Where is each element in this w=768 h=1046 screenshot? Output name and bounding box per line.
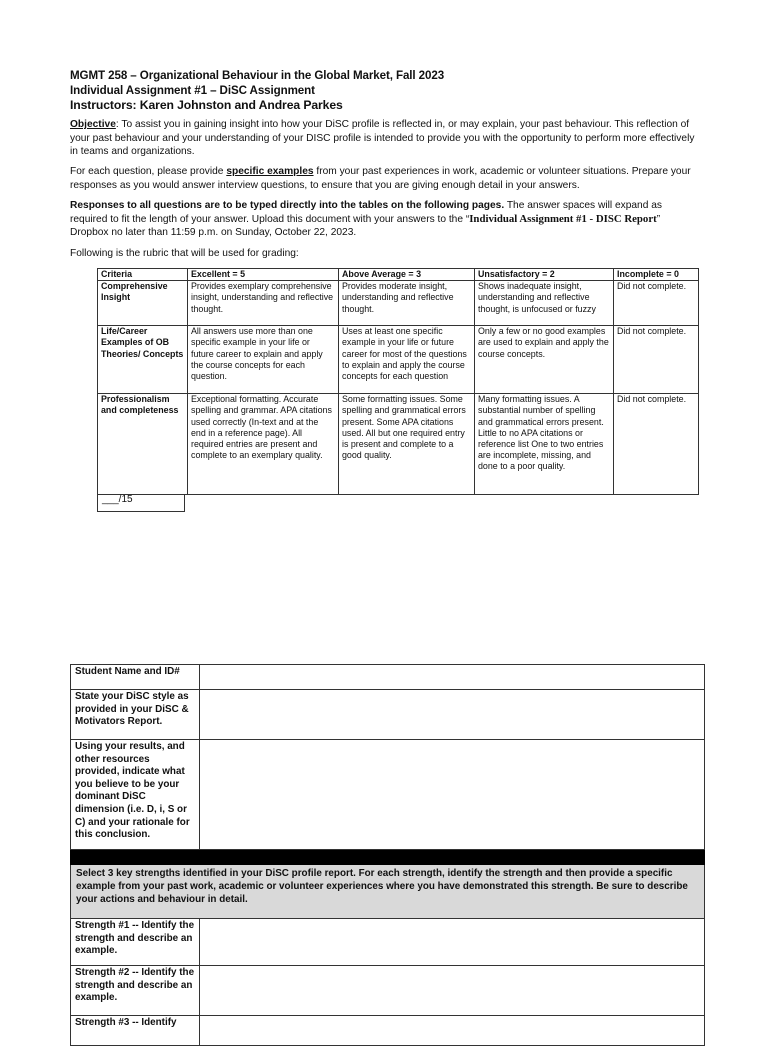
rubric-cell: Some formatting issues. Some spelling and grammatical errors present. Some APA citations used. All but one required entry is present and complete to a good quality. [339, 394, 475, 495]
assignment-form-table [70, 664, 705, 1046]
objective-paragraph [70, 118, 700, 159]
table-row [71, 1016, 705, 1046]
responses-mid: The answer spaces will expand as required to fit the length of your answer. Upload this document with your answers to the “ [70, 200, 662, 225]
table-row [71, 865, 705, 919]
table-row [71, 690, 705, 740]
responses-paragraph [70, 199, 700, 240]
section-divider [71, 850, 705, 865]
strength-1-label: Strength #1 -- Identify the strength and describe an example. [71, 919, 200, 966]
objective-text: : To assist you in gaining insight into how your DiSC profile is reflected in, or may explain, your past behaviour. This reflection of your past behaviour and your understanding of your DISC profile is intended to provide you with the opportunity to perform more effectively in teams and organizations. [70, 119, 695, 157]
strength-2-input[interactable] [200, 966, 705, 1016]
rubric-criteria: Professionalism and completeness [98, 394, 188, 495]
objective-label: Objective [70, 119, 116, 130]
rubric-header-unsatisfactory: Unsatisfactory = 2 [475, 269, 614, 281]
responses-post: ” Dropbox no later than 11:59 p.m. on Sunday, October 22, 2023. [70, 213, 661, 238]
examples-pre: For each question, please provide [70, 166, 227, 177]
specific-examples-emphasis: specific examples [226, 166, 314, 177]
black-divider-bar [71, 850, 705, 865]
responses-bold: Responses to all questions are to be typed directly into the tables on the following pages. [70, 200, 505, 211]
rubric-cell: Exceptional formatting. Accurate spelling and grammar. APA citations used correctly (In-text and at the end in a reference page). All required entries are present and complete to an exemplary quality. [188, 394, 339, 495]
rubric-header-excellent: Excellent = 5 [188, 269, 339, 281]
dominant-dimension-input[interactable] [200, 740, 705, 850]
table-row [71, 665, 705, 690]
grading-rubric-table [97, 268, 699, 495]
table-row [98, 326, 699, 394]
dropbox-name: Individual Assignment #1 - DISC Report [469, 212, 657, 225]
rubric-cell: Did not complete. [614, 394, 699, 495]
table-row [98, 394, 699, 495]
rubric-criteria: Life/Career Examples of OB Theories/ Concepts [98, 326, 188, 394]
rubric-header-above-average: Above Average = 3 [339, 269, 475, 281]
table-row [71, 919, 705, 966]
rubric-cell: Provides exemplary comprehensive insight, understanding and reflective thought. [188, 281, 339, 326]
rubric-cell: Uses at least one specific example in your life or future career for most of the questions to explain and apply the course concepts for each question [339, 326, 475, 394]
examples-paragraph [70, 165, 700, 192]
rubric-header-incomplete: Incomplete = 0 [614, 269, 699, 281]
dominant-dimension-label: Using your results, and other resources provided, indicate what you believe to be your dominant DiSC dimension (i.e. D, i, S or C) and your rationale for this conclusion. [71, 740, 200, 850]
strength-1-input[interactable] [200, 919, 705, 966]
document-header [70, 69, 710, 113]
rubric-criteria: Comprehensive Insight [98, 281, 188, 326]
strength-3-input[interactable] [200, 1016, 705, 1046]
course-title: MGMT 258 – Organizational Behaviour in the Global Market, Fall 2023 [70, 69, 445, 82]
rubric-intro: Following is the rubric that will be used for grading: [70, 248, 299, 259]
student-name-label: Student Name and ID# [71, 665, 200, 690]
rubric-header-row [98, 269, 699, 281]
rubric-cell: Only a few or no good examples are used to explain and apply the course concepts. [475, 326, 614, 394]
rubric-cell: Did not complete. [614, 326, 699, 394]
student-name-input[interactable] [200, 665, 705, 690]
table-row [71, 966, 705, 1016]
assignment-title: Individual Assignment #1 – DiSC Assignment [70, 83, 315, 97]
rubric-cell: All answers use more than one specific example in your life or future career to explain and apply the course concepts for each question. [188, 326, 339, 394]
strength-2-label: Strength #2 -- Identify the strength and describe an example. [71, 966, 200, 1016]
strengths-instructions: Select 3 key strengths identified in your DiSC profile report. For each strength, identify the strength and then provide a specific example from your past work, academic or volunteer experiences where you have demonstrated this strength. Be sure to describe your actions and behaviour in detail. [71, 865, 705, 919]
rubric-cell: Many formatting issues. A substantial number of spelling and grammatical errors present. Little to no APA citations or reference list One to two entries are incomplete, missing, and done to a poor quality. [475, 394, 614, 495]
instructors-line: Instructors: Karen Johnston and Andrea Parkes [70, 98, 343, 112]
strength-3-label: Strength #3 -- Identify [71, 1016, 200, 1046]
rubric-cell: Did not complete. [614, 281, 699, 326]
examples-post: from your past experiences in work, academic or volunteer situations. Prepare your responses as you would answer interview questions, to ensure that you are giving enough detail in your answers. [70, 166, 691, 191]
rubric-cell: Provides moderate insight, understanding and reflective thought. [339, 281, 475, 326]
rubric-header-criteria: Criteria [98, 269, 188, 281]
rubric-cell: Shows inadequate insight, understanding and reflective thought, is unfocused or fuzzy [475, 281, 614, 326]
table-row [98, 281, 699, 326]
disc-style-label: State your DiSC style as provided in your DiSC & Motivators Report. [71, 690, 200, 740]
total-score-field: ___/15 [97, 494, 185, 512]
disc-style-input[interactable] [200, 690, 705, 740]
table-row [71, 740, 705, 850]
